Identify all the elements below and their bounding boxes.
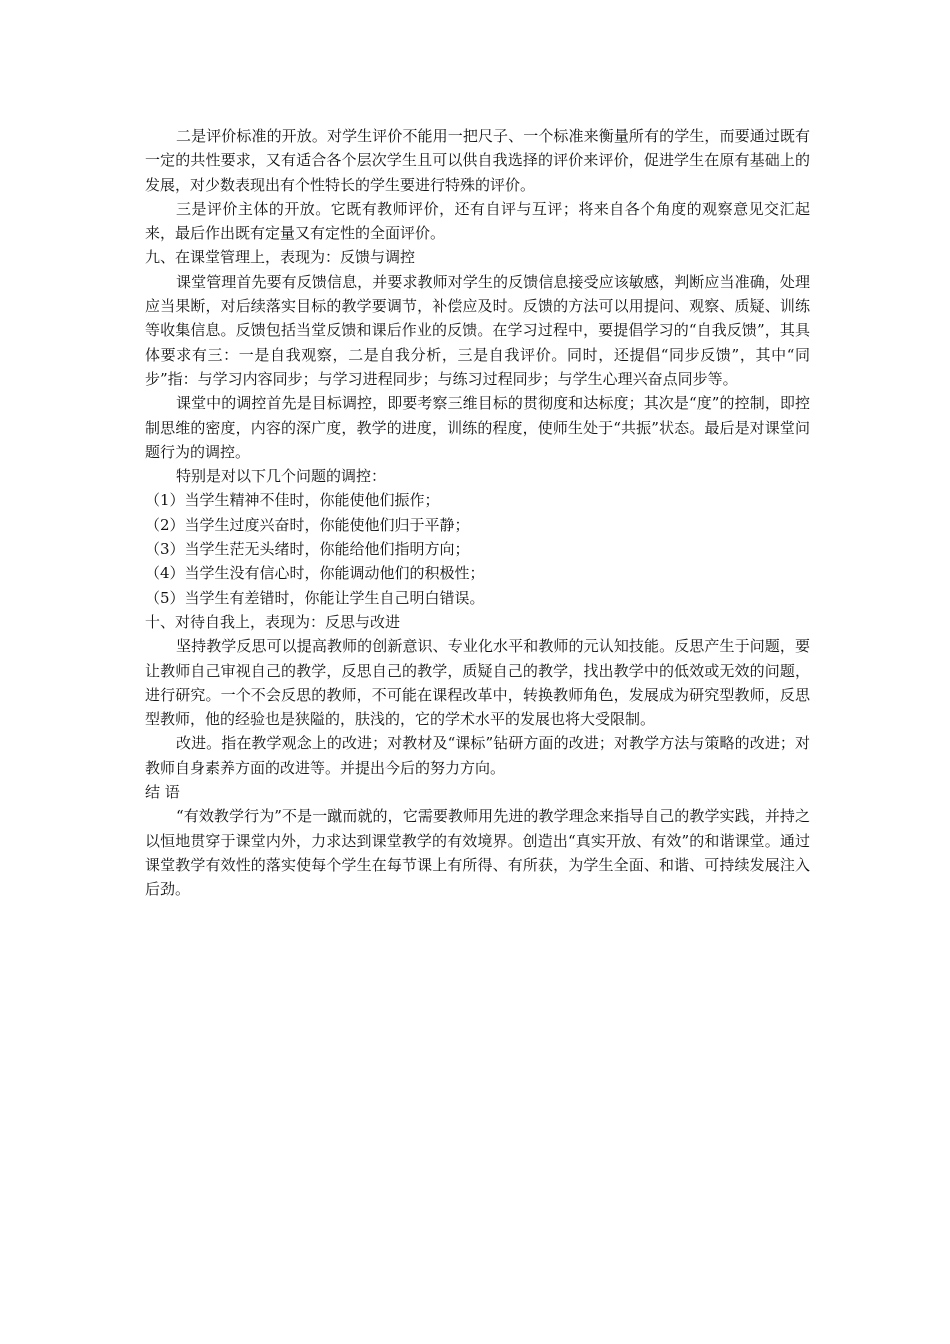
- document-body: [145, 124, 810, 902]
- paragraph-evaluation-standard: 二是评价标准的开放。对学生评价不能用一把尺子、一个标准来衡量所有的学生，而要通过既有一定的共性要求，又有适合各个层次学生且可以供自我选择的评价来评价，促进学生在原有基础上的发展，对少数表现出有个性特长的学生要进行特殊的评价。: [145, 127, 810, 194]
- list-item-3: （3）当学生茫无头绪时，你能给他们指明方向；: [145, 540, 470, 559]
- paragraph-feedback: 课堂管理首先要有反馈信息，并要求教师对学生的反馈信息接受应该敏感，判断应当准确，处理应当果断，对后续落实目标的教学要调节，补偿应及时。反馈的方法可以用提问、观察、质疑、训练等收集信息。反馈包括当堂反馈和课后作业的反馈。在学习过程中，要提倡学习的“自我反馈”，其具体要求有三：一是自我观察，二是自我分析，三是自我评价。同时，还提倡“同步反馈”，其中“同步”指：与学习内容同步；与学习进程同步；与练习过程同步；与学生心理兴奋点同步等。: [145, 272, 810, 388]
- section-heading-ten: 十、对待自我上，表现为：反思与改进: [145, 612, 401, 631]
- paragraph-regulation-intro: 特别是对以下几个问题的调控：: [176, 467, 387, 486]
- paragraph-conclusion: “有效教学行为”不是一蹴而就的，它需要教师用先进的教学理念来指导自己的教学实践，并持之以恒地贯穿于课堂内外，力求达到课堂教学的有效境界。创造出“真实开放、有效”的和谐课堂。通过课堂教学有效性的落实使每个学生在每节课上有所得、有所获，为学生全面、和谐、可持续发展注入后劲。: [145, 807, 810, 899]
- list-item-2: （2）当学生过度兴奋时，你能使他们归于平静；: [145, 515, 470, 534]
- paragraph-evaluation-subject: 三是评价主体的开放。它既有教师评价，还有自评与互评；将来自各个角度的观察意见交汇起来，最后作出既有定量又有定性的全面评价。: [145, 199, 810, 243]
- section-heading-nine: 九、在课堂管理上，表现为：反馈与调控: [145, 248, 416, 267]
- list-item-4: （4）当学生没有信心时，你能调动他们的积极性；: [145, 564, 485, 583]
- paragraph-reflection: 坚持教学反思可以提高教师的创新意识、专业化水平和教师的元认知技能。反思产生于问题，要让教师自己审视自己的教学，反思自己的教学，质疑自己的教学，找出教学中的低效或无效的问题，进行研究。一个不会反思的教师，不可能在课程改革中，转换教师角色，发展成为研究型教师，反思型教师，他的经验也是狭隘的，肤浅的，它的学术水平的发展也将大受限制。: [145, 637, 810, 729]
- paragraph-improvement: 改进。指在教学观念上的改进；对教材及“课标”钻研方面的改进；对教学方法与策略的改进；对教师自身素养方面的改进等。并提出今后的努力方向。: [145, 734, 810, 777]
- list-item-5: （5）当学生有差错时，你能让学生自己明白错误。: [145, 588, 485, 607]
- list-item-1: （1）当学生精神不佳时，你能使他们振作；: [145, 491, 440, 510]
- paragraph-regulation: 课堂中的调控首先是目标调控，即要考察三维目标的贯彻度和达标度；其次是“度”的控制，即控制思维的密度，内容的深广度，教学的进度，训练的程度，使师生处于“共振”状态。最后是对课堂问题行为的调控。: [145, 394, 810, 461]
- conclusion-heading: 结 语: [145, 783, 180, 802]
